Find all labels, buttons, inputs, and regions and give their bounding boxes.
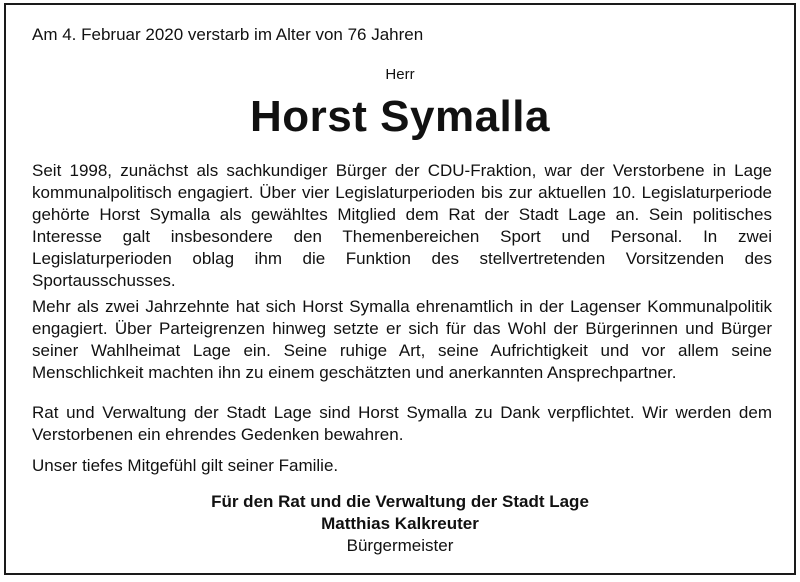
paragraph-condolences: Unser tiefes Mitgefühl gilt seiner Familie.	[32, 456, 339, 475]
paragraph-political-career: Seit 1998, zunächst als sachkundiger Bürger der CDU-Fraktion, war der Verstorbene in Lage kommunalpolitisch engagiert. Über vier Legislaturperioden bis zur aktuellen 10. Legislaturperiode gehörte Horst Symalla als gewähltes Mitglied dem Rat der Stadt Lage an. Sein politisches Interesse galt insbesondere den Themenbereichen Sport und Personal. In zwei Legislaturperioden oblag ihm die Funktion des stellvertretenden Vorsitzenden des Sportausschusses.	[32, 161, 772, 290]
signature-organization: Für den Rat und die Verwaltung der Stadt Lage	[211, 492, 589, 511]
obituary-notice	[4, 3, 796, 575]
paragraph-gratitude: Rat und Verwaltung der Stadt Lage sind Horst Symalla zu Dank verpflichtet. Wir werden dem Verstorbenen ein ehrendes Gedenken bewahren.	[32, 403, 772, 444]
paragraph-volunteer-work: Mehr als zwei Jahrzehnte hat sich Horst Symalla ehrenamtlich in der Lagenser Kommunalpolitik engagiert. Über Parteigrenzen hinweg setzte er sich für das Wohl der Bürgerinnen und Bürger seiner Wahlheimat Lage ein. Seine ruhige Art, seine Aufrichtigkeit und vor allem seine Menschlichkeit machten ihn zu einem geschätzten und anerkannten Ansprechpartner.	[32, 297, 772, 382]
signature-block	[6, 491, 794, 557]
salutation: Herr	[385, 66, 415, 83]
death-announcement-line: Am 4. Februar 2020 verstarb im Alter von 76 Jahren	[32, 25, 424, 44]
deceased-name: Horst Symalla	[250, 92, 550, 141]
signature-role: Bürgermeister	[346, 536, 454, 555]
signature-person: Matthias Kalkreuter	[321, 514, 479, 533]
